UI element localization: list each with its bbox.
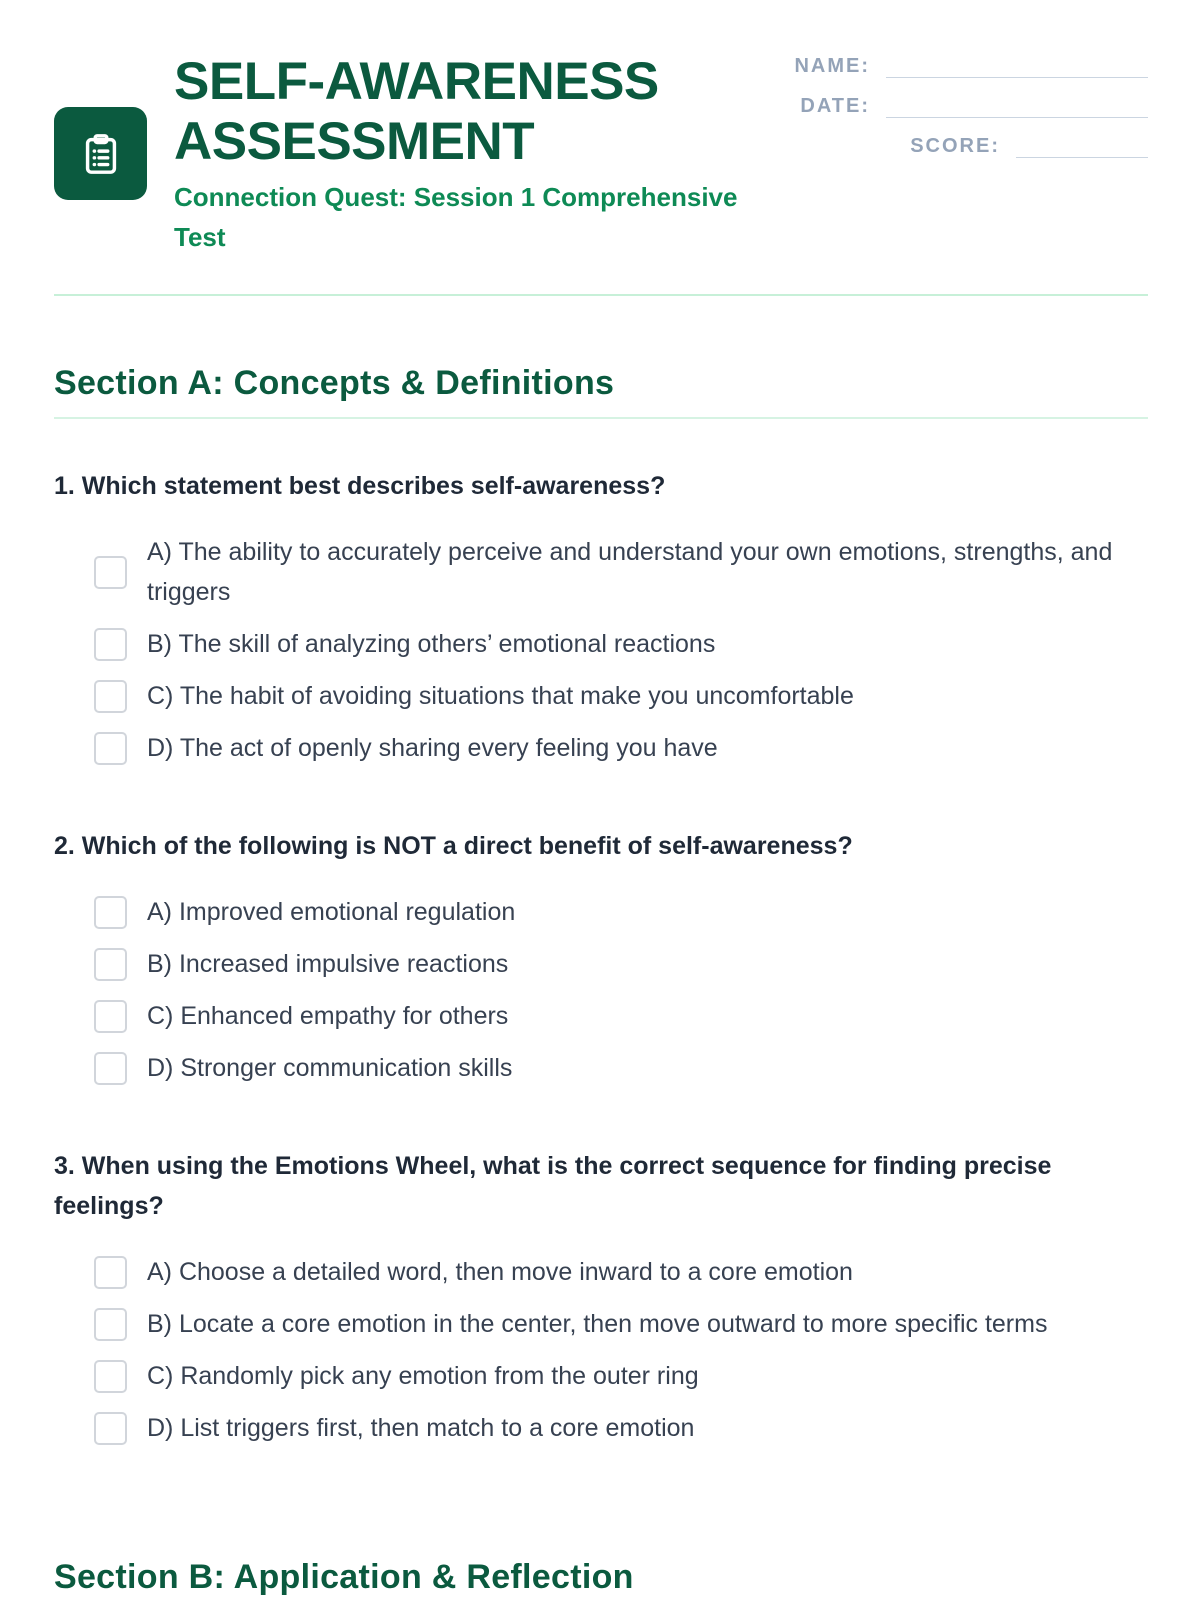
page-subtitle: Connection Quest: Session 1 Comprehensive Test xyxy=(174,182,738,252)
option-text: A) Choose a detailed word, then move inward to a core emotion xyxy=(147,1258,853,1286)
question-2-options xyxy=(94,892,1148,1100)
q2-option-d[interactable] xyxy=(94,1048,1148,1088)
checkbox[interactable] xyxy=(94,1000,127,1033)
q1-option-b[interactable] xyxy=(94,624,1148,664)
checkbox[interactable] xyxy=(94,556,127,589)
name-label: NAME: xyxy=(794,55,870,77)
question-2: 2. Which of the following is NOT a direct benefit of self-awareness? xyxy=(54,832,853,860)
checkbox[interactable] xyxy=(94,1360,127,1393)
date-field-row xyxy=(800,94,1148,118)
question-1-options xyxy=(94,532,1148,780)
date-field[interactable] xyxy=(886,94,1148,118)
q1-option-c[interactable] xyxy=(94,676,1148,716)
q2-option-b[interactable] xyxy=(94,944,1148,984)
checkbox[interactable] xyxy=(94,1052,127,1085)
question-1: 1. Which statement best describes self-awareness? xyxy=(54,472,666,500)
option-text: D) The act of openly sharing every feeling you have xyxy=(147,734,718,762)
q1-option-d[interactable] xyxy=(94,728,1148,768)
header xyxy=(54,0,1148,296)
page-title xyxy=(174,52,774,172)
checkbox[interactable] xyxy=(94,628,127,661)
q1-option-a[interactable] xyxy=(94,532,1148,612)
q2-option-c[interactable] xyxy=(94,996,1148,1036)
checkbox[interactable] xyxy=(94,1256,127,1289)
q3-option-b[interactable] xyxy=(94,1304,1148,1344)
checkbox[interactable] xyxy=(94,1308,127,1341)
option-text: D) Stronger communication skills xyxy=(147,1054,513,1082)
option-text: A) The ability to accurately perceive and understand your own emotions, strengths, and triggers xyxy=(147,538,1113,606)
checkbox[interactable] xyxy=(94,1412,127,1445)
question-3-options xyxy=(94,1252,1148,1460)
option-text: C) Enhanced empathy for others xyxy=(147,1002,509,1030)
option-text: B) Locate a core emotion in the center, then move outward to more specific terms xyxy=(147,1310,1048,1338)
option-text: C) The habit of avoiding situations that make you uncomfortable xyxy=(147,682,854,710)
date-label: DATE: xyxy=(800,95,870,117)
section-a-title: Section A: Concepts & Definitions xyxy=(54,364,1148,419)
checkbox[interactable] xyxy=(94,948,127,981)
option-text: C) Randomly pick any emotion from the outer ring xyxy=(147,1362,699,1390)
option-text: B) The skill of analyzing others’ emotional reactions xyxy=(147,630,716,658)
checkbox[interactable] xyxy=(94,896,127,929)
clipboard-icon xyxy=(78,131,124,177)
option-text: D) List triggers first, then match to a core emotion xyxy=(147,1414,695,1442)
name-field[interactable] xyxy=(886,54,1148,78)
section-b-title: Section B: Application & Reflection xyxy=(54,1558,634,1596)
assessment-page xyxy=(54,0,1148,1600)
q3-option-c[interactable] xyxy=(94,1356,1148,1396)
q3-option-a[interactable] xyxy=(94,1252,1148,1292)
score-field[interactable] xyxy=(1016,134,1148,158)
name-field-row xyxy=(794,54,1148,78)
title-line-2: ASSESSMENT xyxy=(174,112,535,171)
option-text: A) Improved emotional regulation xyxy=(147,898,516,926)
question-3: 3. When using the Emotions Wheel, what is the correct sequence for finding precise feelings? xyxy=(54,1152,1052,1220)
q3-option-d[interactable] xyxy=(94,1408,1148,1448)
checkbox[interactable] xyxy=(94,680,127,713)
score-label: SCORE: xyxy=(910,135,1000,157)
checkbox[interactable] xyxy=(94,732,127,765)
score-field-row xyxy=(910,134,1148,158)
q2-option-a[interactable] xyxy=(94,892,1148,932)
option-text: B) Increased impulsive reactions xyxy=(147,950,509,978)
title-line-1: SELF-AWARENESS xyxy=(174,52,659,111)
logo-badge xyxy=(54,107,147,200)
